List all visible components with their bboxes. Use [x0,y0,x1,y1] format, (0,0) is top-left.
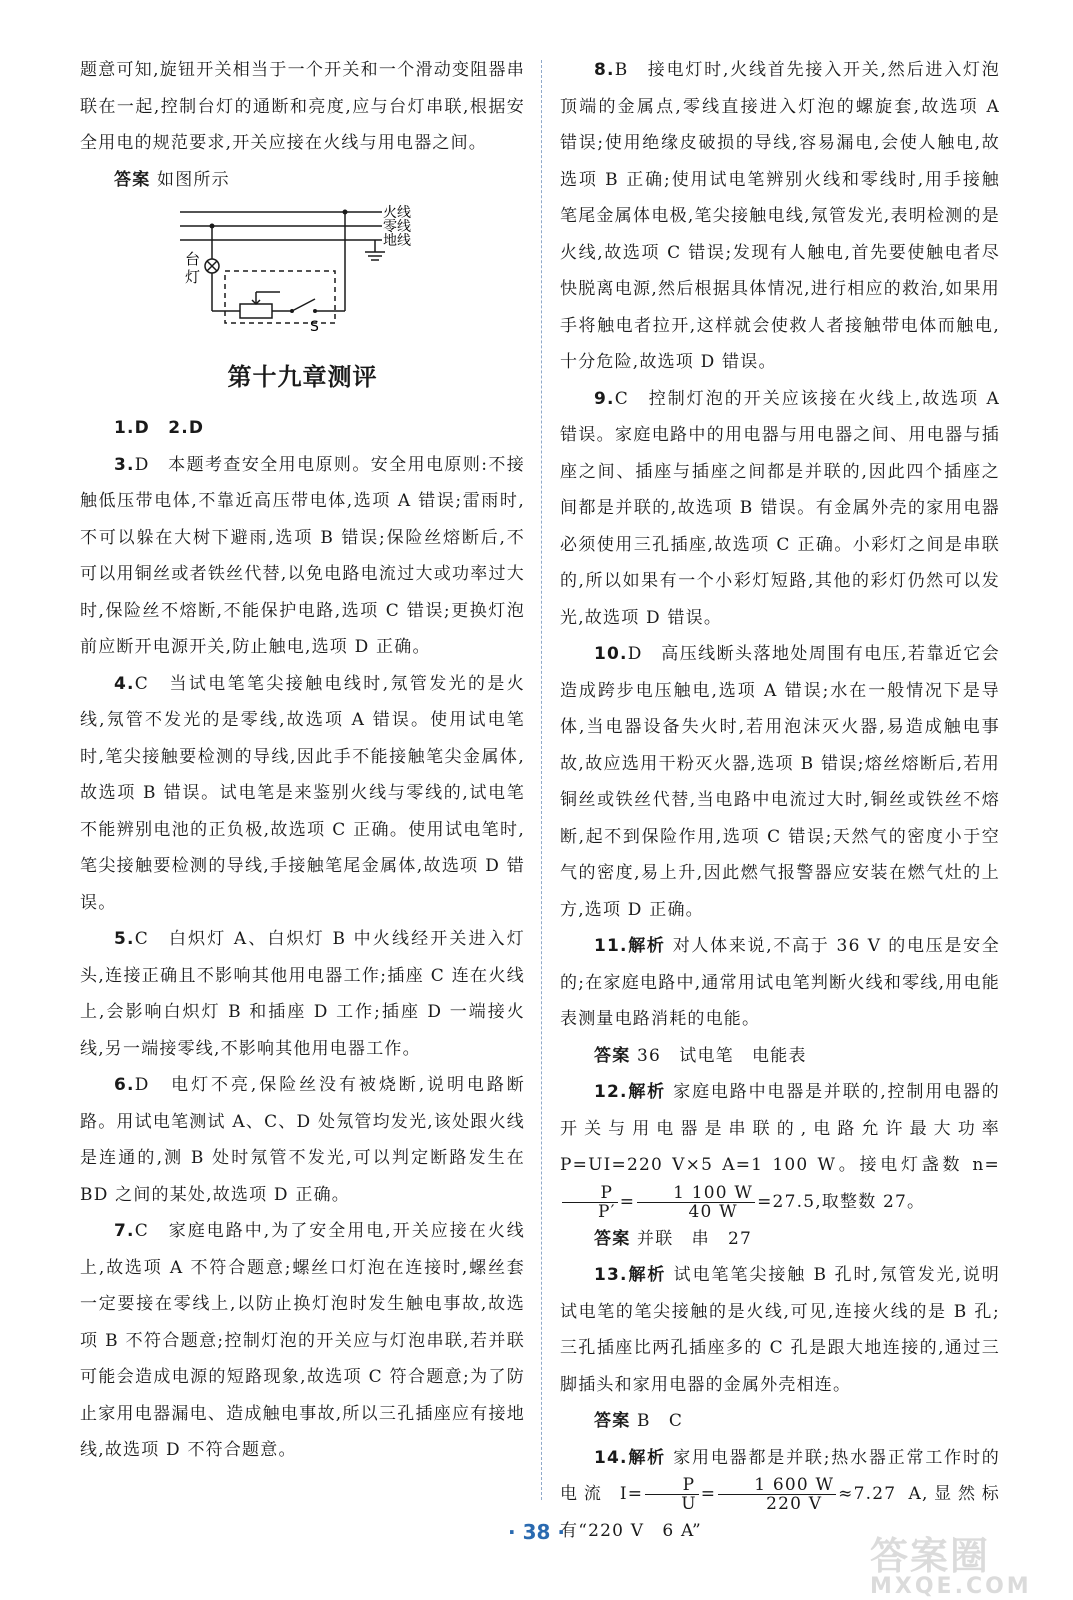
q12-frac1 [562,1184,618,1221]
q4-text: C 当试电笔笔尖接触电线时,氖管发光的是火线,氖管不发光的是零线,故选项 A 错误。使用试电笔时,笔尖接触要检测的导线,因此手不能接触笔尖金属体,故选项 B 错误。试电笔是来鉴别火线与零线的,试电笔不能辨别电池的正负极,故选项 C 正确。使用试电笔时,笔尖接触要检测的导线,手接触笔尾金属体,故选项 D 错误。 [80,673,525,913]
ground-label: 地线 [383,233,411,249]
column-divider [541,60,542,1500]
answer-line [80,162,525,199]
lamp-label-1: 台 [185,250,201,268]
q12-frac1-bot: P′ [598,1201,616,1222]
q14-frac1-bot: U [681,1494,697,1514]
lamp-label-2: 灯 [185,268,201,286]
watermark-logo [870,1525,1055,1599]
left-column [80,52,525,1469]
a12-label: 答案 [594,1228,631,1249]
q10 [560,636,1000,928]
q6-text: D 电灯不亮,保险丝没有被烧断,说明电路断路。用试电笔测试 A、C、D 处氖管均发光,该处跟火线是连通的,测 B 处时氖管不发光,可以判定断路发生在 BD 之间的某处,故选项 D 正确。 [80,1075,525,1205]
a12-text: 并联 串 27 [637,1228,753,1249]
a13-text: B C [637,1411,684,1431]
q7-text: C 家庭电路中,为了安全用电,开关应接在火线上,故选项 A 不符合题意;螺丝口灯泡在连接时,螺丝套一定要接在零线上,以防止换灯泡时发生触电事故,故选项 B 不符合题意;控制灯泡的开关应与灯泡串联,若并联可能会造成电源的短路现象,故选项 C 符合题意;为了防止家用电器漏电、造成触电事故,所以三孔插座应有接地线,故选项 D 不符合题意。 [80,1221,525,1460]
q7 [80,1213,525,1469]
live-label: 火线 [383,205,411,221]
q1-2-text: 1.D 2.D [114,418,205,438]
q14-frac2-bot: 220 V [766,1494,823,1514]
q12-text-b: =27.5,取整数 27。 [757,1191,926,1212]
rheostat [240,304,272,318]
answer-text: 如图所示 [157,169,230,190]
chapter-title: 第十九章测评 [227,363,378,391]
page-number: · 38 · [508,1520,565,1544]
q14-frac1 [645,1476,699,1513]
q12-num: 12. [594,1082,628,1102]
q14-eq: = [700,1484,717,1504]
q14-frac1-top: P [645,1476,699,1495]
circuit-svg [180,204,420,339]
intro-paragraph: 题意可知,旋钮开关相当于一个开关和一个滑动变阻器串联在一起,控制台灯的通断和亮度,应与台灯串联,根据安全用电的规范要求,开关应接在火线与用电器之间。 [80,60,525,153]
a13-label: 答案 [594,1411,631,1431]
q12-frac2-top: 1 100 W [637,1184,755,1203]
q9-num: 9. [594,388,615,409]
q11-text: 对人体来说,不高于 36 V 的电压是安全的;在家庭电路中,通常用试电笔判断火线和零线,用电能表测量电路消耗的电能。 [560,936,1000,1029]
q10-text: D 高压线断头落地处周围有电压,若靠近它会造成跨步电压触电,选项 A 错误;水在一般情况下是导体,当电器设备失火时,若用泡沫灭火器,易造成触电事故,故应选用干粉灭火器,选项 B 错误;熔丝熔断后,若用铜丝或铁丝代替,当电路中电流过大时,铜丝或铁丝不熔断,起不到保险作用,选项 C 错误;天然气的密度小于空气的密度,易上升,因此燃气报警器应安装在燃气灶的上方,选项 D 正确。 [560,644,1000,920]
q9 [560,381,1000,637]
q6-num: 6. [114,1075,135,1095]
q14-frac2-top: 1 600 W [718,1476,836,1495]
q14-text-b: ≈7.27 A,显然标有“220 V 6 A” [560,1484,1000,1541]
q11-jiexi: 解析 [627,936,666,956]
answer-label: 答案 [114,169,151,190]
watermark-line1: 答案圈 [870,1534,991,1578]
q13 [560,1257,1000,1403]
q12-eq: = [619,1191,636,1212]
a11-text: 36 试电笔 电能表 [637,1045,807,1066]
q13-num: 13. [594,1265,628,1285]
q8-text: B 接电灯时,火线首先接入开关,然后进入灯泡顶端的金属点,零线直接进入灯泡的螺旋套,故选项 A 错误;使用绝缘皮破损的导线,容易漏电,会使人触电,故选项 B 正确;使用试电笔辨别火线和零线时,用手接触笔尾金属体电极,笔尖接触电线,氖管发光,表明检测的是火线,故选项 C 错误;发现有人触电,首先要使触电者尽快脱离电源,然后根据具体情况,进行相应的救治,如果用手将触电者拉开,这样就会使救人者接触带电体而触电,十分危险,故选项 D 错误。 [560,60,1000,372]
q12-frac2 [637,1184,755,1221]
q9-text: C 控制灯泡的开关应该接在火线上,故选项 A 错误。家庭电路中的用电器与用电器之间、用电器与插座之间、插座与插座之间都是并联的,因此四个插座之间都是并联的,故选项 B 错误。有金属外壳的家用电器必须使用三孔插座,故选项 C 正确。小彩灯之间是串联的,所以如果有一个小彩灯短路,其他的彩灯仍然可以发光,故选项 D 错误。 [560,388,1000,628]
q12-jiexi: 解析 [627,1082,667,1102]
q1-2 [80,410,525,447]
switch-lever [292,299,315,311]
q12-text-a: 家庭电路中电器是并联的,控制用电器的开关与用电器是串联的,电路允许最大功率 P=UI=220 V×5 A=1 100 W。接电灯盏数 n= [560,1082,1000,1175]
watermark-line2: MXQE.COM [870,1574,1032,1599]
a11 [560,1038,1000,1075]
switch-label: S [310,319,319,335]
a12 [560,1221,1000,1258]
q8-num: 8. [594,60,615,80]
q11-num: 11. [594,936,628,956]
q14-frac2 [718,1476,836,1513]
q5-num: 5. [114,929,135,949]
a13 [560,1403,1000,1440]
q7-num: 7. [114,1221,135,1241]
knob-switch-box [225,271,335,323]
a11-label: 答案 [594,1045,631,1066]
neutral-label: 零线 [383,219,411,235]
q12-frac1-top: P [562,1184,618,1203]
right-column [560,52,1000,1550]
q13-text: 试电笔笔尖接触 B 孔时,氖管发光,说明试电笔的笔尖接触的是火线,可见,连接火线的是 B 孔;三孔插座比两孔插座多的 C 孔是跟大地连接的,通过三脚插头和家用电器的金属外壳相连。 [560,1265,1000,1395]
q3 [80,447,525,666]
q12 [560,1074,1000,1221]
q3-text: D 本题考查安全用电原则。安全用电原则:不接触低压带电体,不靠近高压带电体,选项 A 错误;雷雨时,不可以躲在大树下避雨,选项 B 错误;保险丝熔断后,不可以用铜丝或者铁丝代替,以免电路电流过大或功率过大时,保险丝不熔断,不能保护电路,选项 C 错误;更换灯泡前应断开电源开关,防止触电,选项 D 正确。 [80,454,525,657]
q14-num: 14. [594,1447,628,1468]
q6 [80,1067,525,1213]
q12-frac2-bot: 40 W [688,1201,738,1222]
q14-text-a: 家用电器都是并联;热水器正常工作时的电流 I= [560,1447,1001,1504]
q4-num: 4. [114,673,135,694]
q5-text: C 白炽灯 A、白炽灯 B 中火线经开关进入灯头,连接正确且不影响其他用电器工作;插座 C 连在火线上,会影响白炽灯 B 和插座 D 工作;插座 D 一端接火线,另一端接零线,不影响其他用电器工作。 [80,929,525,1059]
circuit-diagram [180,204,420,339]
q10-num: 10. [594,644,628,664]
q5 [80,921,525,1067]
q8 [560,52,1000,381]
q14-jiexi: 解析 [627,1447,666,1468]
q3-num: 3. [114,454,135,475]
q11 [560,928,1000,1038]
q4 [80,666,525,922]
q13-jiexi: 解析 [627,1265,667,1285]
